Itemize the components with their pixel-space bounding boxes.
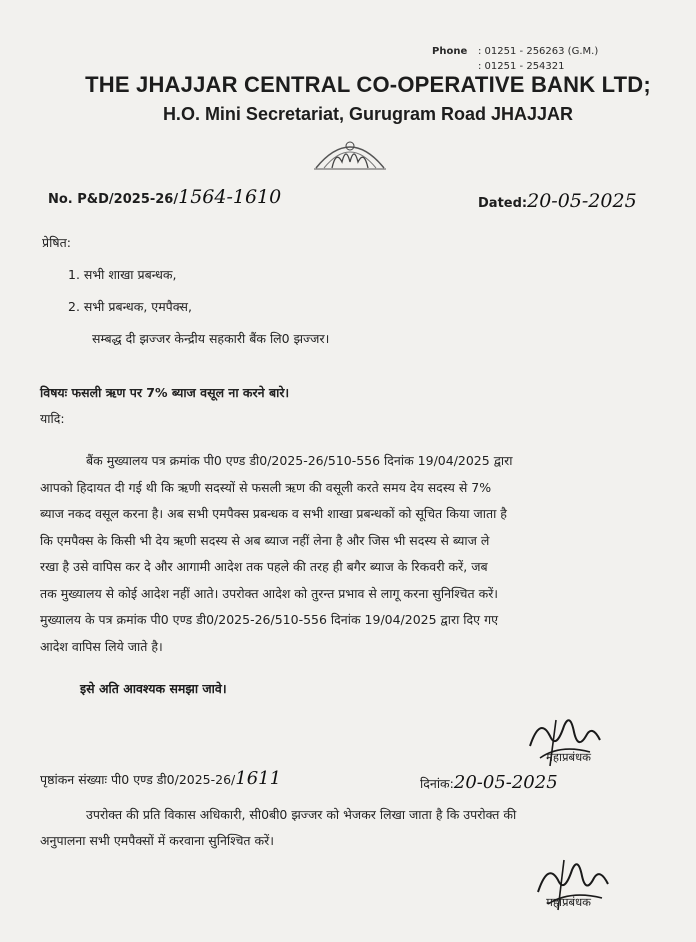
- designation-general-manager: महाप्रबंधक: [546, 750, 591, 764]
- body-line: ब्याज नकद वसूल करना है। अब सभी एमपैक्स प्रबन्धक व सभी शाखा प्रबन्धकों को सूचित किया जाता है: [40, 506, 507, 521]
- body-line: बैंक मुख्यालय पत्र क्रमांक पी0 एण्ड डी0/2025-26/510-556 दिनांक 19/04/2025 द्वारा: [86, 453, 513, 468]
- to-label: प्रेषित:: [42, 235, 71, 250]
- phone-label: Phone: [432, 46, 468, 57]
- reference-number: [48, 186, 281, 208]
- urgent-note: इसे अति आवश्यक समझा जावे।: [80, 681, 227, 696]
- signature-1: [520, 706, 610, 776]
- endorsement-prefix: पृष्ठांकन संख्याः पी0 एण्ड डी0/2025-26/: [40, 772, 236, 787]
- body-line: आदेश वापिस लिये जाते है।: [40, 638, 163, 654]
- phone-number-1: : 01251 - 256263 (G.M.): [478, 46, 599, 57]
- recipient-line-2: 2. सभी प्रबन्धक, एमपैक्स,: [68, 299, 192, 314]
- endorsement-line: अनुपालना सभी एमपैक्सों में करवाना सुनिश्चित करें।: [40, 833, 274, 848]
- recipient-line-1: 1. सभी शाखा प्रबन्धक,: [68, 267, 177, 282]
- endorsement-handwritten-number: 1611: [235, 768, 282, 789]
- endorsement-date: [420, 772, 558, 793]
- endorsement-paragraph: [40, 802, 660, 854]
- reference-handwritten-number: 1564-1610: [178, 186, 282, 208]
- recipient-line-3: सम्बद्ध दी झज्जर केन्द्रीय सहकारी बैंक लि0 झज्जर।: [92, 331, 330, 346]
- body-line: रखा है उसे वापिस कर दे और आगामी आदेश तक पहले की तरह ही बगैर ब्याज के रिकवरी करें, जब: [40, 559, 488, 574]
- subject-line: विषयः फसली ऋण पर 7% ब्याज वसूल ना करने बारे।: [40, 385, 290, 400]
- reference-prefix: No. P&D/2025-26/: [48, 192, 179, 207]
- bank-name: THE JHAJJAR CENTRAL CO-OPERATIVE BANK LTD;: [85, 72, 651, 97]
- letter-date: [478, 190, 637, 212]
- handwritten-date: 20-05-2025: [527, 190, 637, 212]
- bank-address: H.O. Mini Secretariat, Gurugram Road JHAJJAR: [162, 104, 574, 124]
- endorsement-line: उपरोक्त की प्रति विकास अधिकारी, सी0बी0 झज्जर को भेजकर लिखा जाता है कि उपरोक्त की: [86, 807, 517, 822]
- body-line: तक मुख्यालय से कोई आदेश नहीं आते। उपरोक्त आदेश को तुरन्त प्रभाव से लागू करना सुनिश्चित करें।: [40, 585, 499, 601]
- phone-number-2: : 01251 - 254321: [478, 61, 565, 72]
- endorsement-handwritten-date: 20-05-2025: [453, 772, 558, 793]
- body-line: मुख्यालय के पत्र क्रमांक पी0 एण्ड डी0/2025-26/510-556 दिनांक 19/04/2025 द्वारा दिए गए: [40, 612, 499, 627]
- endorsement-number: [40, 768, 281, 789]
- designation-general-manager-2: महाप्रबंधक: [546, 895, 591, 909]
- body-paragraph: [40, 448, 660, 660]
- phone-block: [432, 44, 598, 74]
- dated-label: Dated:: [478, 196, 528, 211]
- body-line: आपको हिदायत दी गई थी कि ऋणी सदस्यों से फसली ऋण की वसूली करते समय देय सदस्य से 7%: [40, 479, 492, 495]
- body-line: कि एमपैक्स के किसी भी देय ऋणी सदस्य से अब ब्याज नहीं लेना है और जिस भी सदस्य से ब्याज ले: [40, 532, 490, 548]
- salutation: यादि:: [40, 411, 65, 426]
- endorsement-date-label: दिनांक:: [420, 776, 454, 791]
- bank-emblem-logo: [312, 132, 388, 172]
